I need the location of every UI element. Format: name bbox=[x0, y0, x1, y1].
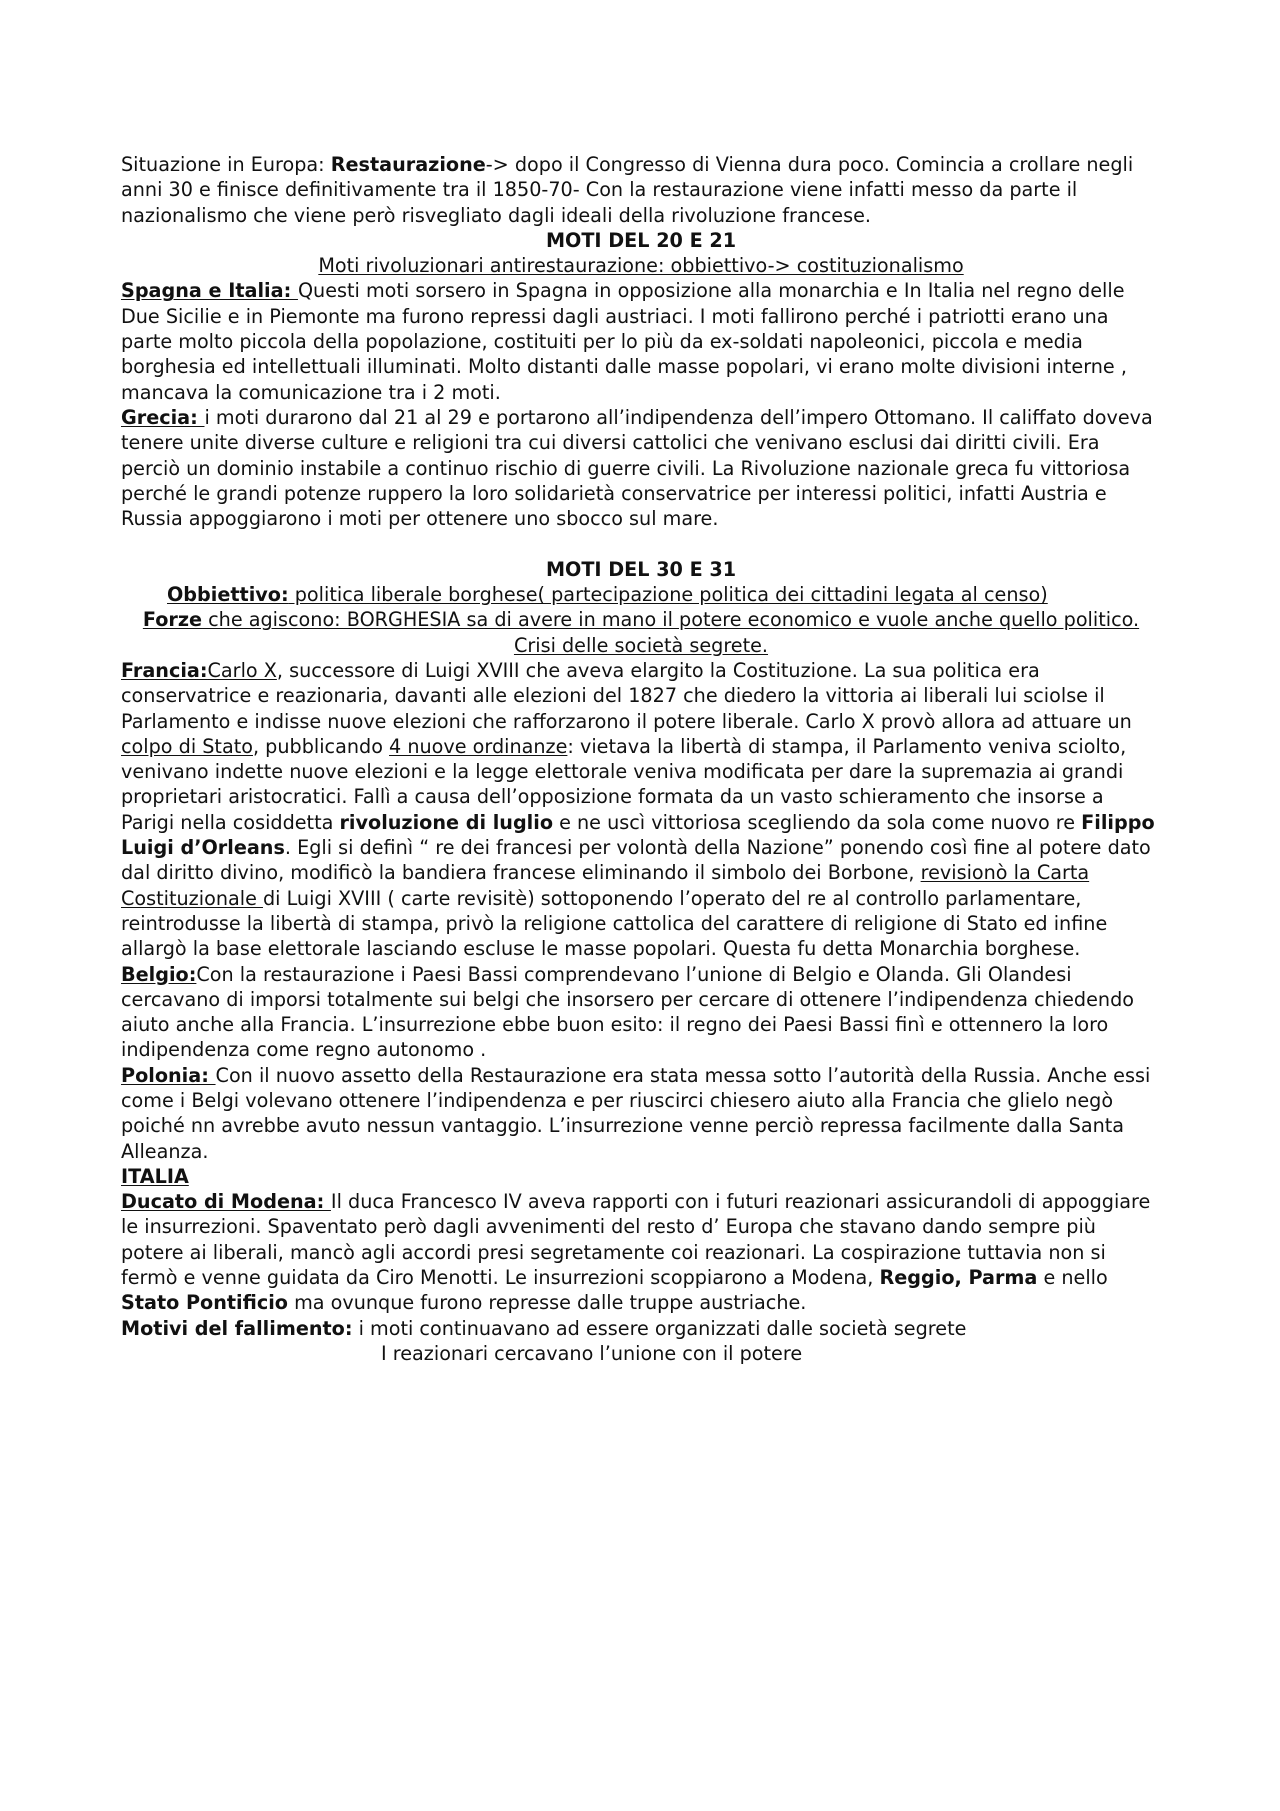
section-title-20-21: MOTI DEL 20 E 21 bbox=[545, 228, 737, 252]
reggio-parma: Reggio, Parma bbox=[879, 1266, 1038, 1290]
intro-paragraph bbox=[121, 152, 1161, 228]
intro-lead: Situazione in Europa: bbox=[121, 153, 331, 176]
restaurazione-term: Restaurazione bbox=[330, 153, 486, 176]
motivi-line-2: I reazionari cercavano l’unione con il potere bbox=[381, 1341, 803, 1365]
stato-pontificio: Stato Pontificio bbox=[121, 1291, 288, 1315]
modena-paragraph bbox=[121, 1189, 1161, 1315]
section-subtitle-20-21: Moti rivoluzionari antirestaurazione: obbiettivo-> costituzionalismo bbox=[318, 254, 964, 278]
modena-text-2: e nello bbox=[1037, 1266, 1108, 1290]
crisi-line: Crisi delle società segrete. bbox=[513, 633, 769, 657]
francia-label: Francia: bbox=[121, 658, 208, 682]
grecia-paragraph bbox=[121, 405, 1161, 531]
forze-line bbox=[121, 607, 1161, 632]
filippo-luigi: Filippo Luigi d’Orleans bbox=[121, 810, 1155, 860]
belgio-label: Belgio: bbox=[121, 962, 197, 986]
blank-line bbox=[121, 531, 1161, 556]
francia-text-3: : vietava la libertà di stampa, il Parlamento veniva sciolto, venivano indette nuove elezioni e la legge elettorale veniva modificata per dare la supremazia ai grandi proprietari aristocratici. Fallì a causa dell’opposizione formata da un vasto schieramento che insorse a Parigi nella cosiddetta bbox=[121, 734, 1127, 834]
document-page bbox=[121, 152, 1161, 1366]
francia-text-1: , successore di Luigi XVIII che aveva elargito la Costituzione. La sua politica era conservatrice e reazionaria, davanti alle elezioni del 1827 che diedero la vittoria ai liberali lui sciolse il Parlamento e indisse nuove elezioni che rafforzarono il potere liberale. Carlo X provò allora ad attuare un bbox=[121, 658, 1132, 733]
modena-label: Ducato di Modena: bbox=[121, 1190, 331, 1214]
francia-text-4: e ne uscì vittoriosa scegliendo da sola come nuovo re bbox=[553, 810, 1082, 834]
forze-label: Forze bbox=[142, 608, 203, 632]
francia-text-2: , pubblicando bbox=[252, 734, 390, 758]
spagna-label: Spagna e Italia: bbox=[121, 279, 298, 303]
spagna-text: Questi moti sorsero in Spagna in opposizione alla monarchia e In Italia nel regno delle Due Sicilie e in Piemonte ma furono repressi dagli austriaci. I moti fallirono perché i patriotti erano una parte molto piccola della popolazione, costituiti per lo più da ex-soldati napoleonici, piccola e media borghesia ed intellettuali illuminati. Molto distanti dalle masse popolari, vi erano molte divisioni interne , mancava la comunicazione tra i 2 moti. bbox=[121, 279, 1127, 404]
motivi-line bbox=[121, 1316, 1161, 1341]
polonia-paragraph bbox=[121, 1063, 1161, 1164]
motivi-text-1: i moti continuavano ad essere organizzati dalle società segrete bbox=[352, 1316, 967, 1340]
modena-text-3: ma ovunque furono represse dalle truppe austriache. bbox=[287, 1291, 807, 1315]
polonia-text: Con il nuovo assetto della Restaurazione era stata messa sotto l’autorità della Russia. Anche essi come i Belgi volevano ottenere l’indipendenza e per riuscirci chiesero aiuto alla Francia che glielo negò poiché nn avrebbe avuto nessun vantaggio. L’insurrezione venne perciò repressa facilmente dalla Santa Alleanza. bbox=[121, 1063, 1151, 1163]
francia-text-6: di Luigi XVIII ( carte revisitè) sottoponendo l’operato del re al controllo parlamentare, reintrodusse la libertà di stampa, privò la religione cattolica del carattere di religione di Stato ed infine allargò la base elettorale lasciando escluse le masse popolari. Questa fu detta Monarchia borghese. bbox=[121, 886, 1108, 961]
rivoluzione-luglio: rivoluzione di luglio bbox=[339, 810, 554, 834]
francia-paragraph bbox=[121, 658, 1161, 962]
polonia-label: Polonia: bbox=[121, 1063, 216, 1087]
obiettivo-line bbox=[121, 582, 1161, 607]
grecia-text: i moti durarono dal 21 al 29 e portarono all’indipendenza dell’impero Ottomano. Il califfato doveva tenere unite diverse culture e religioni tra cui diversi cattolici che venivano esclusi dai diritti civili. Era perciò un dominio instabile a continuo rischio di guerre civili. La Rivoluzione nazionale greca fu vittoriosa perché le grandi potenze ruppero la loro solidarietà conservatrice per interessi politici, infatti Austria e Russia appoggiarono i moti per ottenere uno sbocco sul mare. bbox=[121, 405, 1153, 531]
colpo-di-stato: colpo di Stato bbox=[121, 734, 253, 758]
spagna-paragraph bbox=[121, 278, 1161, 404]
revisiono-carta: revisionò la Carta Costituzionale bbox=[121, 861, 1090, 910]
carlo-x: Carlo X bbox=[207, 658, 277, 682]
motivi-label: Motivi del fallimento: bbox=[121, 1316, 353, 1340]
belgio-paragraph bbox=[121, 962, 1161, 1063]
intro-text: -> dopo il Congresso di Vienna dura poco. Comincia a crollare negli anni 30 e finisce definitivamente tra il 1850-70- Con la restaurazione viene infatti messo da parte il nazionalismo che viene però risvegliato dagli ideali della rivoluzione francese. bbox=[121, 153, 1134, 227]
obiettivo-text: politica liberale borghese( partecipazione politica dei cittadini legata al censo) bbox=[288, 583, 1048, 607]
francia-text-5: . Egli si definì “ re dei francesi per volontà della Nazione” ponendo così fine al potere dato dal diritto divino, modificò la bandiera francese eliminando il simbolo dei Borbone, bbox=[121, 836, 1151, 885]
belgio-text: Con la restaurazione i Paesi Bassi comprendevano l’unione di Belgio e Olanda. Gli Olandesi cercavano di imporsi totalmente sui belgi che insorsero per cercare di ottenere l’indipendenza chiedendo aiuto anche alla Francia. L’insurrezione ebbe buon esito: il regno dei Paesi Bassi finì e ottennero la loro indipendenza come regno autonomo . bbox=[121, 962, 1134, 1062]
obiettivo-label: Obbiettivo: bbox=[167, 583, 289, 607]
nuove-ordinanze: 4 nuove ordinanze bbox=[389, 734, 568, 758]
modena-text-1: Il duca Francesco IV aveva rapporti con i futuri reazionari assicurandoli di appoggiare le insurrezioni. Spaventato però dagli avvenimenti del resto d’ Europa che stavano dando sempre più potere ai liberali, mancò agli accordi presi segretamente coi reazionari. La cospirazione tuttavia non si fermò e venne guidata da Ciro Menotti. Le insurrezioni scoppiarono a Modena, bbox=[121, 1190, 1151, 1290]
grecia-label: Grecia: bbox=[121, 405, 205, 429]
section-title-30-31: MOTI DEL 30 E 31 bbox=[545, 557, 737, 581]
forze-text: che agiscono: BORGHESIA sa di avere in mano il potere economico e vuole anche quello politico. bbox=[202, 608, 1140, 632]
italia-heading: ITALIA bbox=[121, 1164, 189, 1188]
